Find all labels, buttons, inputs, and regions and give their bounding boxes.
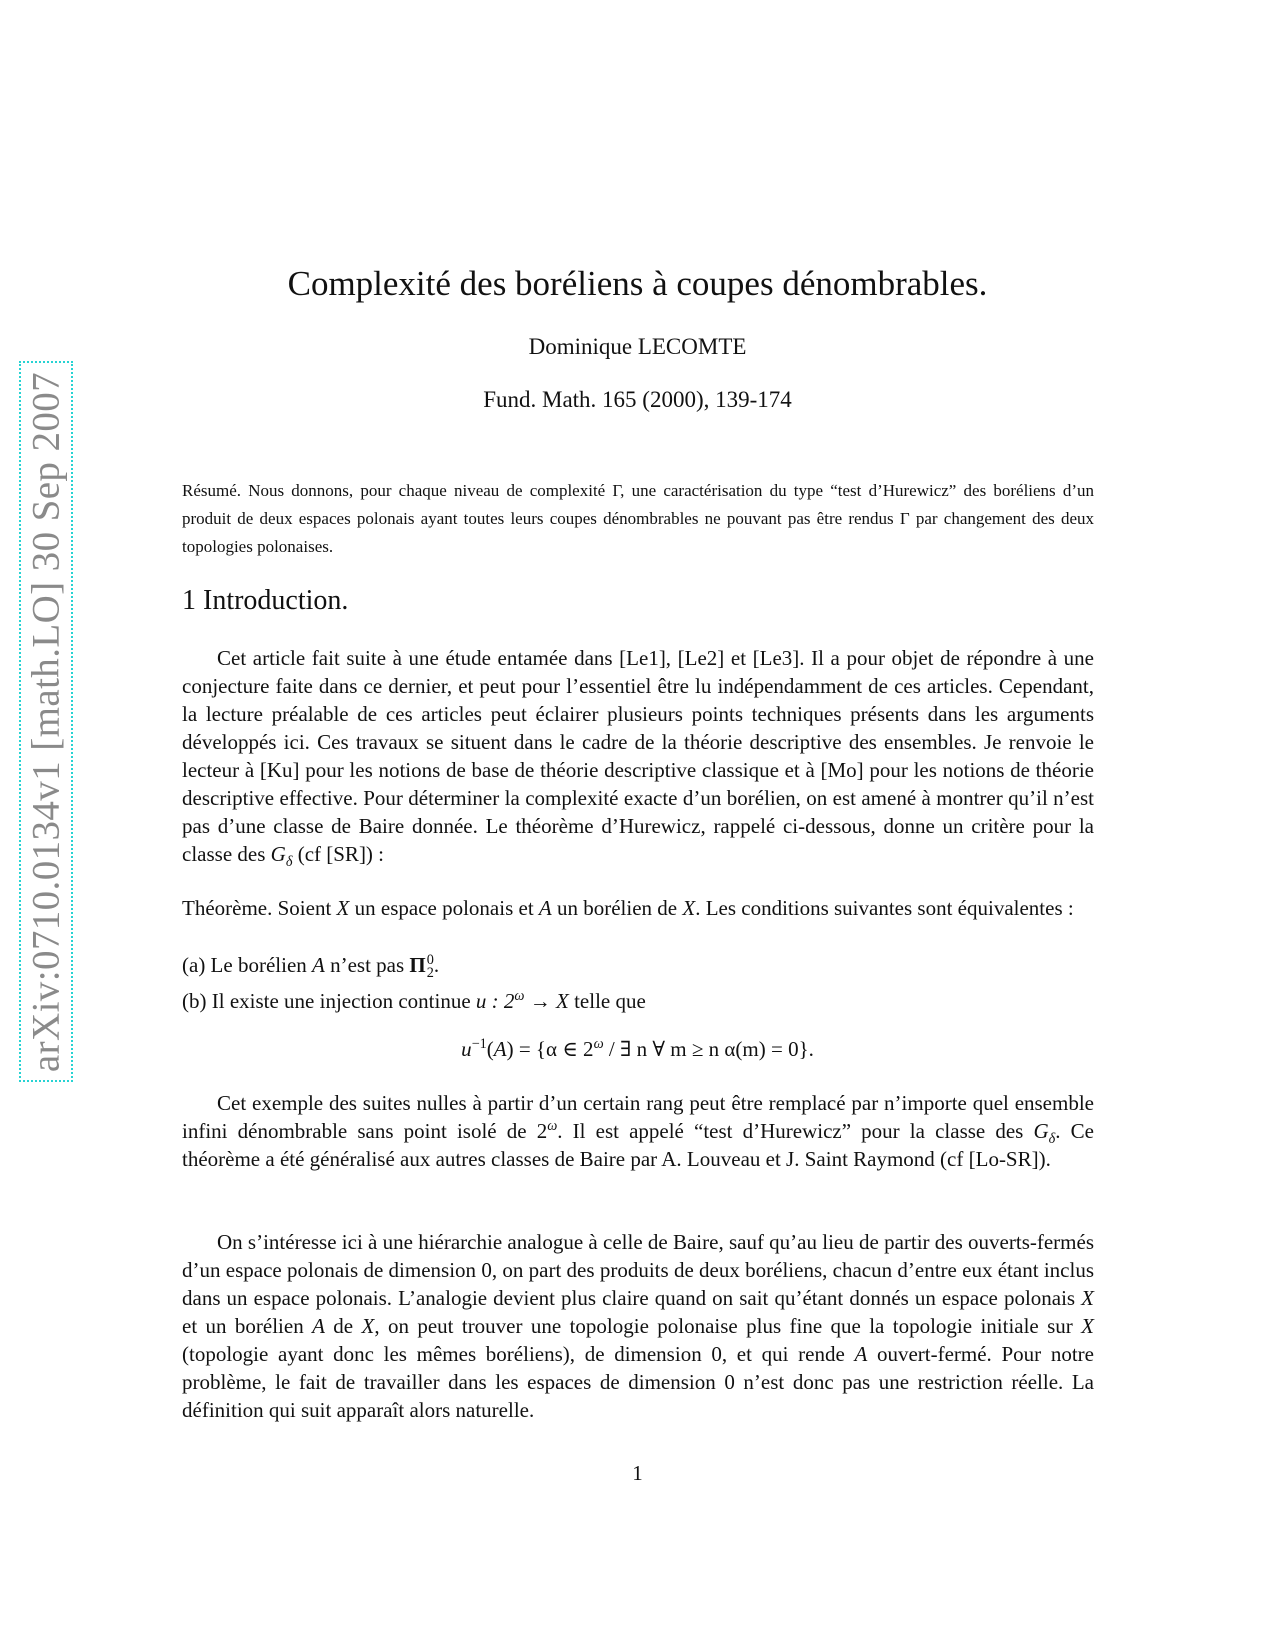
theorem-statement: Théorème. Soient X un espace polonais et A un borélien de X. Les conditions suivantes sont équivalentes : — [182, 896, 1074, 920]
math-pi-indices: 0 2 — [426, 951, 434, 982]
math-x: X — [1081, 1286, 1094, 1310]
math-x: X — [1081, 1314, 1094, 1338]
math-x: X — [682, 896, 696, 920]
arxiv-identifier: arXiv:0710.0134v1 [math.LO] 30 Sep 2007 — [24, 371, 68, 1072]
paragraph-text: Cet article fait suite à une étude entamée dans [Le1], [Le2] et [Le3]. Il a pour objet de répondre à une conjecture faite dans ce dernier, et peut pour l’essentiel être lu indépendamment de ces articles. Cependant, la lecture préalable de ces articles peut éclairer plusieurs points techniques présents dans les arguments développés ici. Ces travaux se situent dans le cadre de la théorie descriptive des ensembles. Je renvoie le lecteur à [Ku] pour les notions de base de théorie descriptive classique et à [Mo] pour les notions de théorie descriptive effective. Pour déterminer la complexité exacte d’un borélien, on est amené à montrer qu’il n’est pas d’une classe de Baire donnée. Le théorème d’Hurewicz, rappelé ci-dessous, donne un critère pour la classe des — [182, 646, 1094, 866]
math-a: A — [538, 896, 552, 920]
math-g: G — [270, 842, 286, 866]
section-heading — [182, 585, 348, 617]
math-omega: ω — [514, 988, 525, 1004]
paragraph-text: (cf [SR]) : — [292, 842, 385, 866]
abstract-text: Nous donnons, pour chaque niveau de complexité Γ, une caractérisation du type “test d’Hurewicz” des boréliens d’un produit de deux espaces polonais ayant toutes leurs coupes dénombrables ne pouvant pas être rendus Γ par changement des deux topologies polonaises. — [182, 481, 1095, 556]
math-a: A — [312, 953, 325, 977]
introduction-paragraph-2: Cet exemple des suites nulles à partir d’un certain rang peut être remplacé par n’importe quel ensemble infini dénombrable sans point isolé de $2^\omega$. Il est appelé “test d’Hurewicz” pour la classe des $G_\delta$. Ce théorème a été généralisé aux autres classes de Baire par A. Louveau et J. Saint Raymond (cf [Lo-SR]). — [182, 1091, 1095, 1171]
display-formula: $u^{-1}(A) = \{\alpha$ ∈ $2^\omega$ / ∃ n ∀ m ≥ n α(m) = 0}. — [461, 1036, 814, 1061]
math-map: u : 2 — [475, 989, 515, 1013]
section-title: Introduction. — [203, 585, 349, 616]
section-number: 1 — [182, 585, 196, 616]
abstract-label: Résumé. — [182, 481, 242, 500]
abstract — [182, 477, 1094, 561]
math-a: A — [854, 1342, 868, 1366]
math-x: X — [556, 989, 569, 1013]
theorem-condition-b: (b) Il existe une injection continue u : $2^\omega \to X$ telle que — [182, 988, 646, 1013]
math-delta: δ — [285, 854, 293, 871]
paper-title: Complexité des boréliens à coupes dénombrables. — [287, 264, 988, 303]
arxiv-identifier-stamp — [19, 361, 73, 1082]
journal-reference: Fund. Math. 165 (2000), 139-174 — [483, 387, 792, 412]
theorem-condition-a: (a) Le borélien A n’est pas Π 0 2 . — [182, 951, 440, 982]
introduction-paragraph-3: On s’intéresse ici à une hiérarchie analogue à celle de Baire, sauf qu’au lieu de partir des ouverts-fermés d’un espace polonais de dimension 0, on part des produits de deux boréliens, chacun d’entre eux étant inclus dans un espace polonais. L’analogie devient plus claire quand on sait qu’étant donnés un espace polonais X et un borélien A de X, on peut trouver une topologie polonaise plus fine que la topologie initiale sur X (topologie ayant donc les mêmes boréliens), de dimension 0, et qui rende A ouvert-fermé. Pour notre problème, le fait de travailler dans les espaces de dimension 0 n’est donc pas une restriction réelle. La définition qui suit apparaît alors naturelle. — [182, 1230, 1094, 1422]
page-number: 1 — [632, 1461, 643, 1485]
introduction-paragraph-1 — [182, 644, 1094, 871]
math-g: G — [1033, 1119, 1049, 1143]
math-x: X — [361, 1314, 375, 1338]
math-delta: δ — [1048, 1131, 1056, 1148]
math-a: A — [312, 1314, 325, 1338]
theorem-label: Théorème. — [182, 896, 273, 920]
math-pi: Π — [409, 953, 426, 977]
math-x: X — [336, 896, 350, 920]
paper-author: Dominique LECOMTE — [528, 334, 747, 359]
